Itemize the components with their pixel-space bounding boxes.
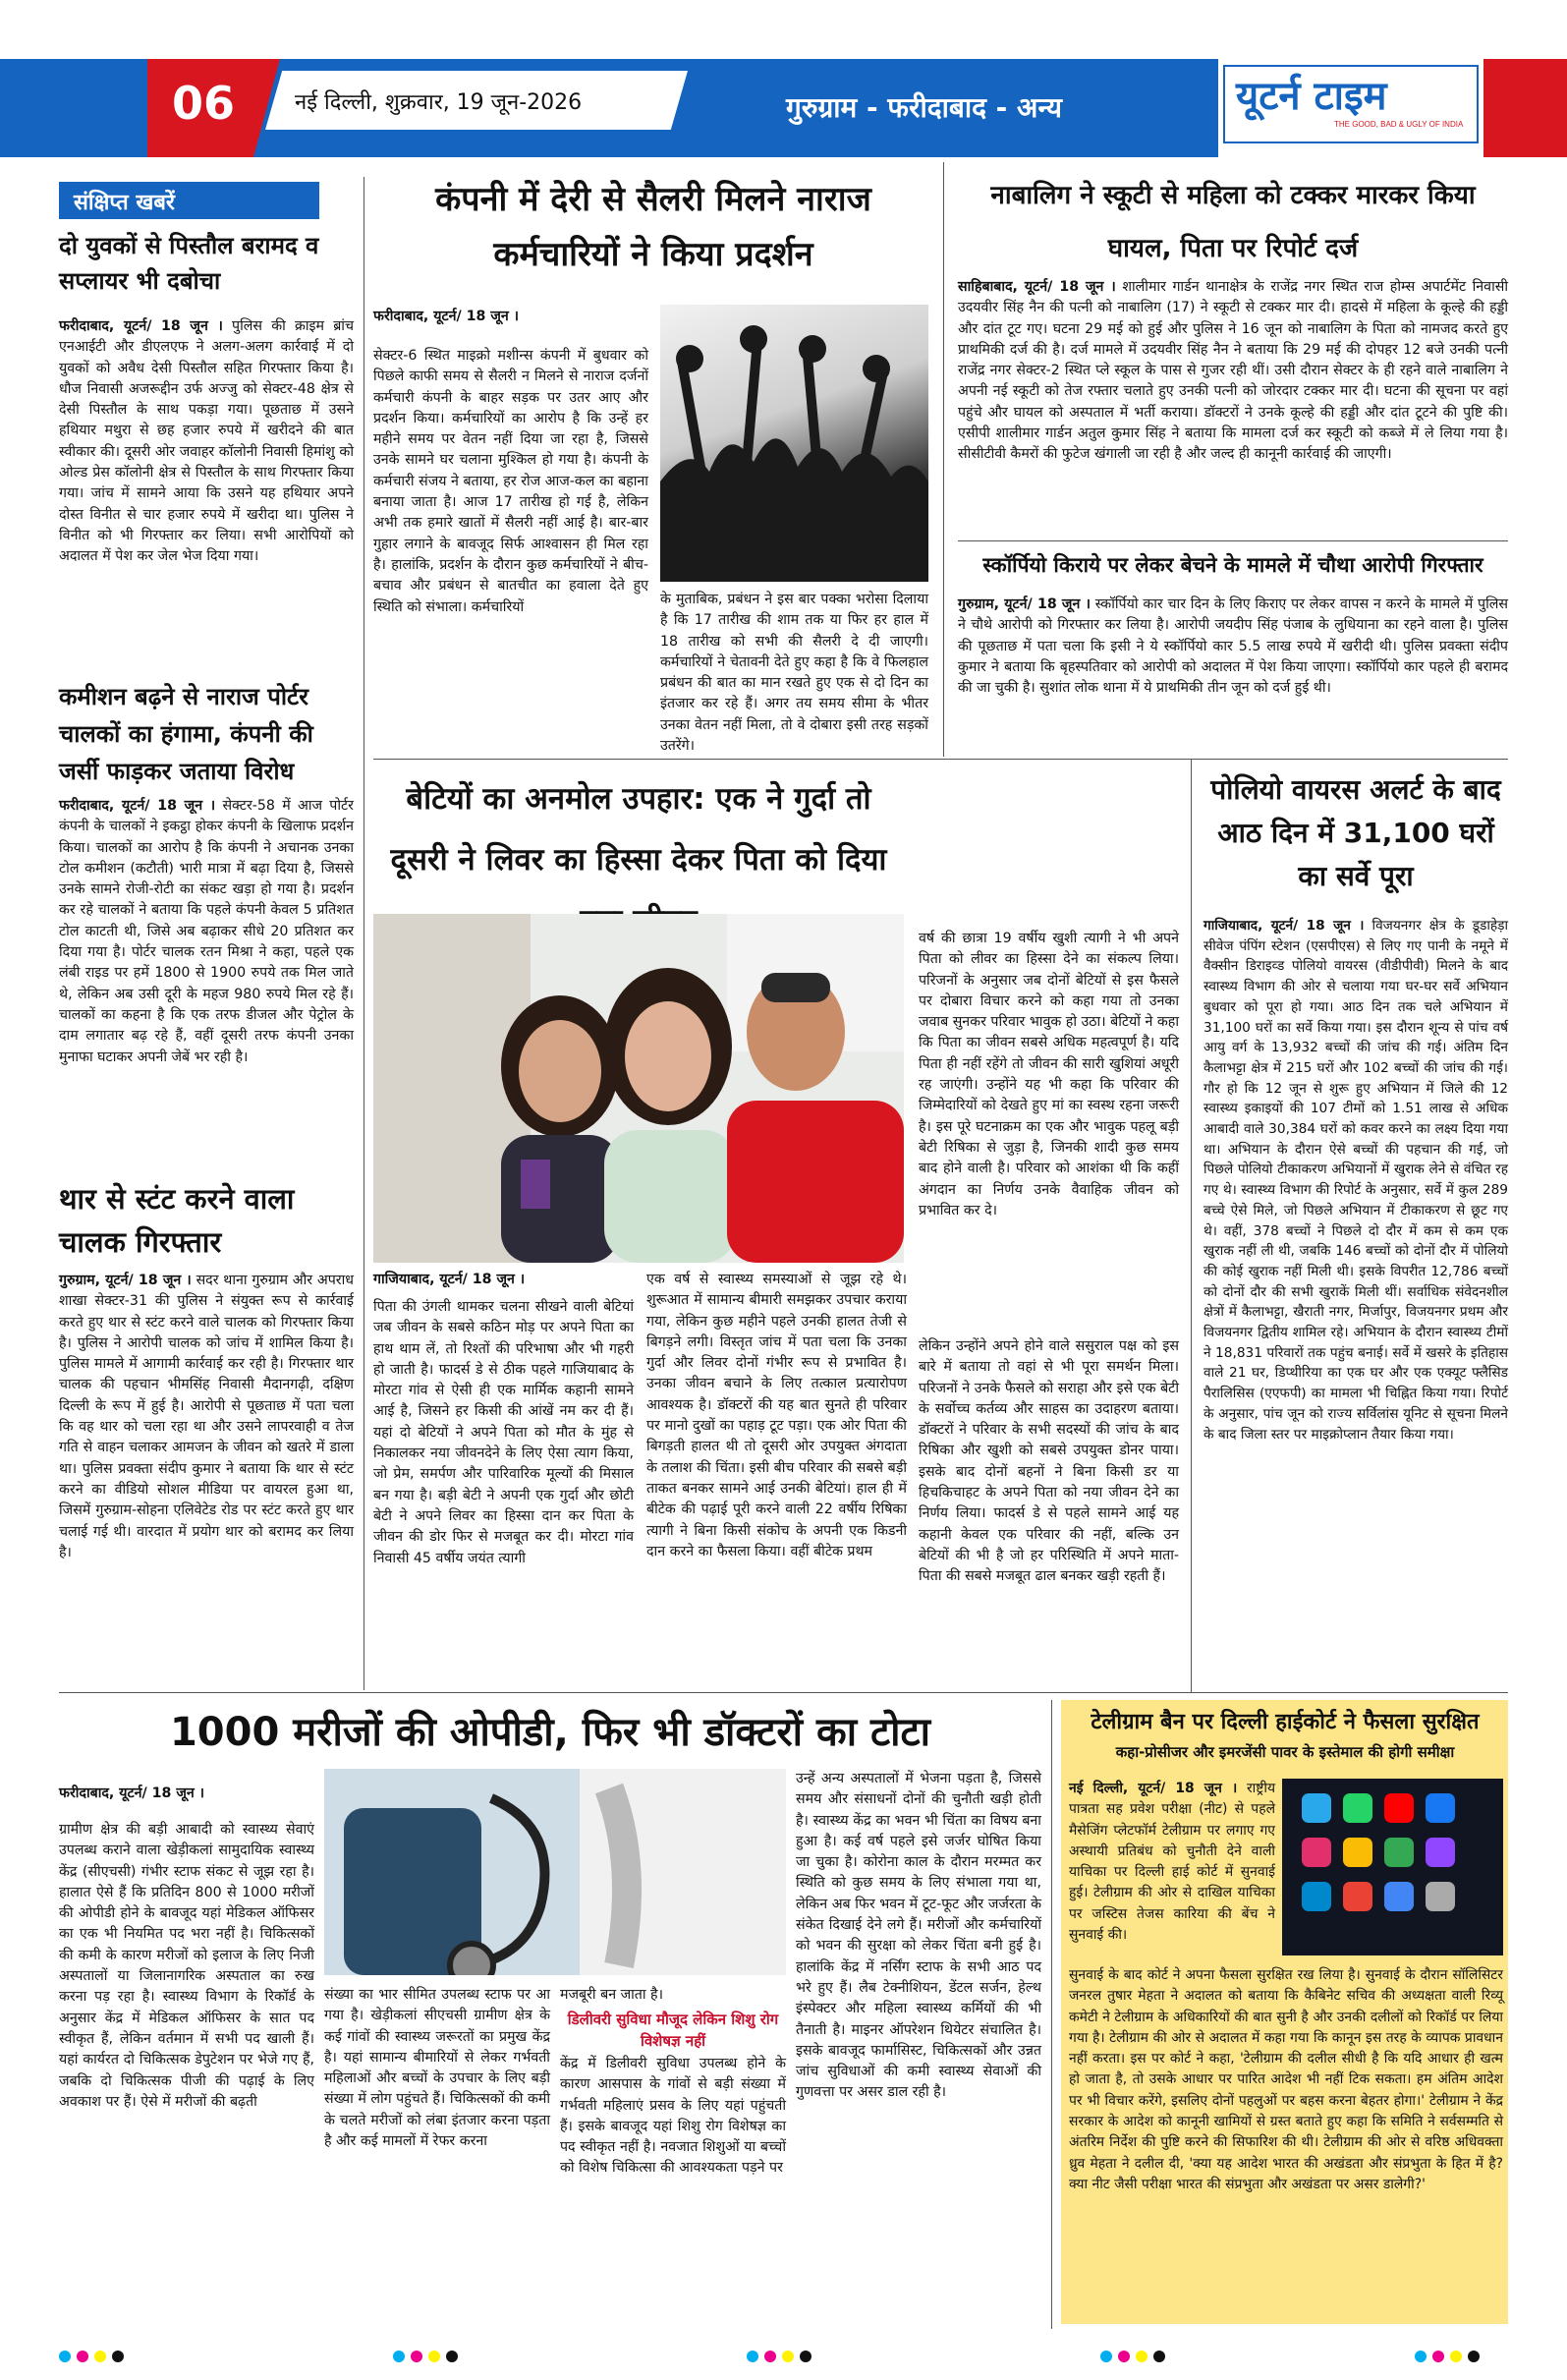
divider-mid bbox=[943, 162, 944, 757]
brief2-title: कमीशन बढ़ने से नाराज पोर्टर चालकों का हंगामा, कंपनी की जर्सी फाड़कर जताया विरोध bbox=[59, 683, 313, 785]
brief2-body: सेक्टर-58 में आज पोर्टर कंपनी के चालकों ने इकट्ठा होकर कंपनी के खिलाफ प्रदर्शन किया। चालकों का आरोप है कि कंपनी ने अचानक उनका टोल कमीशन (कटौती) भारी मात्रा में बढ़ा दिया है, जिससे उनके सामने रोजी-रोटी का संकट खड़ा हो गया है। प्रदर्शन कर रहे चालकों ने बताया कि पहले कंपनी केवल 5 प्रतिशत टोल काटती थी, जिसे अब बढ़ाकर सीधे 20 प्रतिशत कर दिया गया है। पोर्टर चालक रतन मिश्रा ने कहा, पहले एक लंबी राइड पर हमें 1800 से 1900 रुपये तक मिल जाते थे, लेकिन अब उसी दूरी के महज 980 रुपये मिल रहे हैं। चालकों का कहना है कि एक तरफ डीजल और पेट्रोल के दाम लगातार बढ़ रहे हैं, वहीं दूसरी तरफ कंपनी उनका मुनाफा घटाकर अपनी जेबें भर रही है। bbox=[59, 798, 354, 1065]
telegram-subtitle: कहा-प्रोसीजर और इमरजेंसी पावर के इस्तेमाल की होगी समीक्षा bbox=[1115, 1743, 1455, 1761]
scorpio-title: स्कॉर्पियो किराये पर लेकर बेचने के मामले में चौथा आरोपी गिरफ्तार bbox=[982, 553, 1483, 577]
daughters-col1: पिता की उंगली थामकर चलना सीखने वाली बेटियां जब जीवन के सबसे कठिन मोड़ पर अपने पिता का हाथ थाम लें, तो रिश्तों की परिभाषा और भी गहरी हो जाती है। फादर्स डे से ठीक पहले गाजियाबाद के मोरटा गांव से ऐसी ही एक मार्मिक कहानी सामने आई है, जिसने हर किसी की आंखें नम कर दी हैं। यहां दो बेटियों ने अपने पिता को मौत के मुंह से निकालकर नया जीवनदेने के लिए ऐसा त्याग किया, जो प्रेम, समर्पण और पारिवारिक मूल्यों की मिसाल बन गया है। बड़ी बेटी ने अपनी एक गुर्दा और छोटी बेटी ने अपने लिवर का हिस्सा दान कर पिता के जीवन की डोर फिर से मजबूत कर दी। मोरटा गांव निवासी 45 वर्षीय जयंत त्यागी bbox=[373, 1299, 634, 1566]
telegram-body: सुनवाई के बाद कोर्ट ने अपना फैसला सुरक्षित रख लिया है। सुनवाई के दौरान सॉलिसिटर जनरल तुषार मेहता ने अदालत को बताया कि कैबिनेट सचिव की अध्यक्षता वाली रिव्यू कमेटी ने टेलीग्राम के अधिकारियों की बात सुनी है और उनकी दलीलों को रिकॉर्ड पर लिया गया है। टेलीग्राम की ओर से अदालत में कहा गया कि कानून इस तरह के व्यापक प्रावधान नहीं करता। इस पर कोर्ट ने कहा, 'टेलीग्राम की दलील सीधी है कि यदि आधार ही खत्म हो जाता है, तो उसके आधार पर पारित आदेश भी नहीं टिक सकता। हम अंतिम आदेश पर भी विचार करेंगे, इसलिए दोनों पहलुओं पर बहस करना बेहतर होगा।' टेलीग्राम ने केंद्र सरकार के आदेश को कानूनी खामियों से ग्रस्त बताते हुए कहा कि समिति ने सर्वसम्मति से अंतरिम निर्देश की पुष्टि करने की सिफारिश की थी। टेलीग्राम की ओर से वरिष्ठ अधिवक्ता ध्रुव मेहता ने दलील दी, 'क्या यह आदेश भारत की अखंडता और संप्रभुता के हित में है? क्या नीट जैसी परीक्षा भारत की संप्रभुता और अखंडता पर असर डालेगी?' bbox=[1069, 1967, 1503, 2192]
daughters-title: बेटियों का अनमोल उपहार: एक ने गुर्दा तो दूसरी ने लिवर का हिस्सा देकर पिता को दिया bbox=[390, 781, 887, 878]
telegram-dateline: नई दिल्ली, यूटर्न/ 18 जून । bbox=[1069, 1781, 1238, 1796]
minor-title: नाबालिग ने स्कूटी से महिला को टक्कर मारकर किया घायल, पिता पर रिपोर्ट दर्ज bbox=[990, 181, 1476, 263]
stethoscope-photo bbox=[324, 1769, 786, 1975]
polio-dateline: गाजियाबाद, यूटर्न/ 18 जून । bbox=[1203, 918, 1365, 934]
footer-dots-5 bbox=[1415, 2351, 1480, 2362]
protest-photo bbox=[660, 305, 928, 582]
brief3-title: थार से स्टंट करने वाला चालक गिरफ्तार bbox=[59, 1182, 295, 1259]
salary-dateline: फरीदाबाद, यूटर्न/ 18 जून । bbox=[373, 309, 520, 324]
brief2-text bbox=[59, 796, 354, 1068]
salary-dateline-wrap bbox=[373, 307, 648, 327]
polio-body: विजयनगर क्षेत्र के डूडाहेड़ा सीवेज पंपिंग स्टेशन (एसपीएस) से लिए गए पानी के नमूने में वैक्सीन डिराइव्ड पोलियो वायरस (वीडीपीवी) मिलने के बाद स्वास्थ्य विभाग की ओर से चलाया गया घर-घर सर्वे अभियान बुधवार को पूरा हो गया। आठ दिन तक चले अभियान में 31,100 घरों का सर्वे किया गया। इस दौरान शून्य से पांच वर्ष आयु वर्ग के 13,932 बच्चों की जांच की गई। अंतिम दिन कैलाभट्टा क्षेत्र में 215 घरों और 102 बच्चों की जांच की गई। गौर हो कि 12 जून से शुरू हुए अभियान में जिले की 12 स्वास्थ्य इकाइयों की 107 टीमों को 1.51 लाख से अधिक आबादी वाले 30,384 घरों को कवर करने का लक्ष्य दिया गया था। अभियान के दौरान ऐसे बच्चों की पहचान की गई, जो पिछले पोलियो टीकाकरण अभियानों में खुराक लेने से वंचित रह गए थे। स्वास्थ्य विभाग की रिपोर्ट के अनुसार, सर्वे में कुल 289 बच्चे ऐसे मिले, जो पिछले अभियान में टीकाकरण से छूट गए थे। वहीं, 378 बच्चों ने पिछले दो दौर में कम से कम एक खुराक नहीं ली थी, जबकि 146 बच्चों को दोनों दौर में पोलियो की कोई खुराक नहीं मिली थी। इसके विपरीत 12,786 बच्चों को दोनों दौर की सभी खुराकें मिली थीं। सर्वाधिक संवेदनशील क्षेत्रों में कैलाभट्टा, खैराती नगर, मिर्जापुर, विजयनगर प्रथम और विजयनगर द्वितीय शामिल रहे। अभियान के दौरान स्वास्थ्य टीमों ने 18,831 परिवारों तक पहुंच बनाई। सर्वे में खसरे के इतिहास वाले 21 घर, डिप्थीरिया का एक घर और एक एक्यूट फ्लैसिड पैरालिसिस (एएफपी) का मामला भी चिह्नित किया गया। रिपोर्ट के अनुसार, पांच जून को राज्य सर्विलांस यूनिट से सूचना मिलने के बाद जिला स्तर पर माइक्रोप्लान तैयार किया गया। bbox=[1203, 918, 1508, 1443]
scorpio-body: स्कॉर्पियो कार चार दिन के लिए किराए पर लेकर वापस न करने के मामले में पुलिस ने चौथे आरोपी को गिरफ्तार कर लिया है। आरोपी जयदीप सिंह पंजाब के लुधियाना का रहने वाला है। पुलिस की पूछताछ में पता चला कि इसी ने ये स्कॉर्पियो कार 5.5 लाख रुपये में खरीदी थी। पुलिस प्रवक्ता संदीप कुमार ने बताया कि बृहस्पतिवार को आरोपी को अदालत में पेश किया जाएगा। स्कॉर्पियो कार पहले ही बरामद की जा चुकी है। सुशांत लोक थाना में ये प्राथमिकी तीन जून को दर्ज हुई थी। bbox=[958, 596, 1508, 697]
page-number: 06 bbox=[172, 77, 236, 130]
header-dateline: नई दिल्ली, शुक्रवार, 19 जून-2026 bbox=[295, 90, 583, 115]
family-photo bbox=[373, 914, 904, 1263]
brief1-text bbox=[59, 316, 354, 568]
brief1-dateline: फरीदाबाद, यूटर्न/ 18 जून । bbox=[59, 318, 223, 334]
daughters-col-top: वर्ष की छात्रा 19 वर्षीय खुशी त्यागी ने भी अपने पिता को लीवर का हिस्सा देने का संकल्प लिया। परिजनों के अनुसार जब दोनों बेटियों से इस फैसले पर दोबारा विचार करने को कहा गया तो उनका जवाब सुनकर परिवार भावुक हो उठा। बेटियों ने कहा कि पिता का जीवन सबसे अधिक महत्वपूर्ण है। यदि पिता ही नहीं रहेंगे तो जीवन की सारी खुशियां अधूरी रह जाएंगी। उन्होंने यह भी कहा कि परिवार की जिम्मेदारियों को देखते हुए मां का स्वस्थ रहना जरूरी है। इस पूरे घटनाक्रम का एक और भावुक पहलू बड़ी बेटी रिषिका से जुड़ा है, जिनकी शादी कुछ समय बाद होने वाली है। परिवार को आशंका थी कि कहीं अंगदान का निर्णय उनके वैवाहिक जीवन को प्रभावित कर दे। bbox=[919, 931, 1179, 1218]
footer-dots-3 bbox=[747, 2351, 811, 2362]
salary-col1: सेक्टर-6 स्थित माइक्रो मशीन्स कंपनी में बुधवार को पिछले काफी समय से सैलरी न मिलने से नाराज दर्जनों कर्मचारी कंपनी के बाहर सड़क पर उतर आए और प्रदर्शन किया। कर्मचारियों का आरोप है कि उन्हें हर महीने समय पर वेतन नहीं दिया जा रहा है, जिससे उनके सामने घर चलाना मुश्किल हो गया है। कंपनी के कर्मचारी संजय ने बताया, हर रोज आज-कल का बहाना बनाया जाता है। आज 17 तारीख हो गई है, लेकिन अभी तक हमारे खातों में सैलरी नहीं आई है। बार-बार गुहार लगाने के बावजूद सिर्फ आश्वासन ही मिल रहा है। हालांकि, प्रदर्शन के दौरान कुछ कर्मचारियों ने बीच-बचाव और प्रबंधन से बातचीत का हवाला देते हुए स्थिति को संभाला। कर्मचारियों bbox=[373, 348, 648, 615]
salary-title: कंपनी में देरी से सैलरी मिलने नाराज कर्मचारियों ने किया प्रदर्शन bbox=[435, 180, 871, 274]
footer-dots-2 bbox=[393, 2351, 458, 2362]
telegram-text-top bbox=[1069, 1779, 1275, 1946]
footer-dots-4 bbox=[1100, 2351, 1165, 2362]
opd-title: 1000 मरीजों की ओपीडी, फिर भी डॉक्टरों का टोटा bbox=[169, 1710, 931, 1755]
section-title: गुरुग्राम - फरीदाबाद - अन्य bbox=[786, 91, 1062, 124]
polio-title: पोलियो वायरस अलर्ट के बाद आठ दिन में 31,100 घरों का सर्वे पूरा bbox=[1210, 773, 1501, 892]
brief2-dateline: फरीदाबाद, यूटर्न/ 18 जून । bbox=[59, 798, 216, 814]
divider-row2 bbox=[373, 759, 1508, 760]
protest-photo-art bbox=[660, 305, 928, 582]
brief1-title: दो युवकों से पिस्तौल बरामद व सप्लायर भी दबोचा bbox=[59, 232, 319, 295]
opd-col2: संख्या का भार सीमित उपलब्ध स्टाफ पर आ गया है। खेड़ीकलां सीएचसी ग्रामीण क्षेत्र के कई गांवों की स्वास्थ्य जरूरतों का प्रमुख केंद्र है। यहां सामान्य बीमारियों से लेकर गर्भवती महिलाओं और बच्चों के उपचार के लिए बड़ी संख्या में लोग पहुंचते हैं। चिकित्सकों की कमी के चलते मरीजों को लंबा इंतजार करना पड़ता है और कई मामलों में रेफर करना bbox=[324, 1987, 550, 2150]
header-band bbox=[0, 59, 1567, 157]
family-photo-art bbox=[373, 914, 904, 1263]
minor-body: शालीमार गार्डन थानाक्षेत्र के राजेंद्र नगर स्थित राज होम्स अपार्टमेंट निवासी उदयवीर सिंह नैन की पत्नी को नाबालिग (17) ने स्कूटी से टक्कर मार दी। हादसे में महिला के कूल्हे की हड्डी और दांत टूट गए। घटना 29 मई को हुई और पुलिस ने 16 जून को नाबालिग के पिता को नामजद करते हुए प्राथमिकी दर्ज की है। दर्ज मामले में उदयवीर सिंह नैन ने बताया कि 29 मई की दोपहर 12 बजे उनकी पत्नी राजेंद्र नगर सेक्टर-2 स्थित प्ले स्कूल के पास से गुजर रही थीं। उसी दौरान सेक्टर के ही रहने वाले नाबालिग ने अपनी नई स्कूटी को तेज रफ्तार चलाते हुए उनकी पत्नी को जोरदार टक्कर मार दी। घटना की सूचना पर वहां पहुंचे और घायल को अस्पताल में भर्ती कराया। डॉक्टरों ने उनके कूल्हे की हड्डी और दांत टूटने की पुष्टि की। एसीपी शालीमार गार्डन अतुल कुमार सिंह ने बताया कि मामला दर्ज कर स्कूटी को कब्जे में ले लिया गया है। सीसीटीवी कैमरों की फुटेज खंगाली जा रही है और जल्द ही कानूनी कार्रवाई की जाएगी। bbox=[958, 279, 1509, 463]
header-right-red bbox=[1483, 59, 1567, 157]
minor-text bbox=[958, 277, 1508, 466]
daughters-dateline: गाजियाबाद, यूटर्न/ 18 जून । bbox=[373, 1272, 526, 1287]
opd-col3: मजबूरी बन जाता है। bbox=[560, 1987, 663, 2003]
daughters-col2: एक वर्ष से स्वास्थ्य समस्याओं से जूझ रहे थे। शुरूआत में सामान्य बीमारी समझकर उपचार कराया गया, लेकिन कुछ महीने पहले उनकी हालत तेजी से बिगड़ने लगी। विस्तृत जांच में पता चला कि उनका गुर्दा और लिवर दोनों गंभीर रूप से प्रभावित है। उनका जीवन बचाने के लिए तत्काल प्रत्यारोपण आवश्यक है। डॉक्टरों की यह बात सुनते ही परिवार पर मानो दुखों का पहाड़ टूट पड़ा। एक ओर पिता की बिगड़ती हालत थी तो दूसरी ओर उपयुक्त अंगदाता के तलाश की चिंता। इसी बीच परिवार की सबसे बड़ी ताकत बनकर सामने आई उनकी बेटियां। हाल ही में बीटेक की पढ़ाई पूरी करने वाली 22 वर्षीय रिषिका त्यागी ने बिना किसी संकोच के अपनी एक किडनी दान करने का फैसला किया। वहीं बीटेक प्रथम bbox=[646, 1272, 907, 1559]
telegram-title: टेलीग्राम बैन पर दिल्ली हाईकोर्ट ने फैसला सुरक्षित bbox=[1091, 1710, 1480, 1734]
scorpio-text bbox=[958, 595, 1508, 699]
divider-telegram bbox=[1051, 1700, 1052, 2329]
masthead-logo: यूटर्न टाइम bbox=[1236, 74, 1387, 119]
opd-col4: उन्हें अन्य अस्पतालों में भेजना पड़ता है, जिससे समय और संसाधनों दोनों की चुनौती खड़ी होती है। स्वास्थ्य केंद्र का भवन भी चिंता का विषय बना हुआ है। कई वर्ष पहले इसे जर्जर घोषित किया जा चुका है। कोरोना काल के दौरान मरम्मत कर स्थिति को कुछ समय के लिए संभाला गया था, लेकिन अब फिर भवन में टूट-फूट और जर्जरता के संकेत दिखाई देने लगे हैं। मरीजों और कर्मचारियों को भवन की सुरक्षा को लेकर चिंता बनी हुई है। हालांकि केंद्र में नर्सिंग स्टाफ के सभी आठ पद भरे हुए हैं। लैब टेक्नीशियन, डेंटल सर्जन, हेल्थ इंस्पेक्टर और महिला स्वास्थ्य कर्मियों की भी तैनाती है। माइनर ऑपरेशन थियेटर संचालित है। इसके बावजूद फार्मासिस्ट, चिकित्सकों और उन्नत जांच सुविधाओं की कमी स्वास्थ्य सेवाओं की गुणवत्ता पर असर डाल रही है। bbox=[796, 1771, 1041, 2101]
brief1-body: पुलिस की क्राइम ब्रांच एनआईटी और डीएलएफ ने अलग-अलग कार्रवाई में दो युवकों को अवैध देसी पिस्तौल सहित गिरफ्तार किया है। धौज निवासी अजरूद्दीन उर्फ अज्जु को सेक्टर-48 क्षेत्र से देसी पिस्तौल के साथ पकड़ा गया। पूछताछ में उसने हथियार मथुरा से छह हजार रुपये में खरीदने की बात स्वीकार की। दूसरी ओर जवाहर कॉलोनी निवासी हिमांशु को ओल्ड प्रेस कॉलोनी क्षेत्र से पिस्तौल के साथ गिरफ्तार किया गया। जांच में सामने आया कि उसने यह हथियार अपने दोस्त विनीत से चार हजार रुपये में खरीदा था। पुलिस ने विनीत को भी गिरफ्तार कर लिया। सभी आरोपियों को अदालत में पेश कर जेल भेज दिया गया। bbox=[59, 318, 354, 565]
salary-col2: के मुताबिक, प्रबंधन ने इस बार पक्का भरोसा दिलाया है कि 17 तारीख की शाम तक या फिर हर हाल में 18 तारीख को सभी की सैलरी दे दी जाएगी। कर्मचारियों ने चेतावनी देते हुए कहा है कि वे फिलहाल प्रबंधन की बात का मान रखते हुए एक से दो दिन का इंतजार कर रहे हैं। अगर तय समय सीमा के भीतर उनका वेतन नहीं मिला, तो वे दोबारा इसी तरह सड़कों उतरेंगे। bbox=[660, 592, 928, 755]
briefs-label-text: संक्षिप्त खबरें bbox=[74, 191, 175, 215]
minor-dateline: साहिबाबाद, यूटर्न/ 18 जून । bbox=[958, 279, 1116, 295]
brief3-body: सदर थाना गुरुग्राम और अपराध शाखा सेक्टर-31 की पुलिस ने संयुक्त रूप से कार्रवाई करते हुए थार से स्टंट करने वाले चालक को गिरफ्तार किया है। पुलिस ने आरोपी चालक को जांच में शामिल किया है। पुलिस मामले में आगामी कार्रवाई कर रही है। गिरफ्तार थार चालक की पहचान भीमसिंह निवासी मैदानगढ़ी, दक्षिण दिल्ली के रूप में हुई है। आरोपी से पूछताछ में पता चला कि वह थार को चला रहा था और उसने लापरवाही व तेज गति से वाहन चलाकर आमजन के जीवन को खतरे में डाला था। पुलिस प्रवक्ता संदीप कुमार ने बताया कि थार से स्टंट करने का वीडियो सोशल मीडिया पर वायरल हुआ था, जिसमें गुरुग्राम-सोहना एलिवेटेड रोड पर स्टंट करते हुए थार चलाई गई थी। वारदात में प्रयोग थार को बरामद कर लिया है। bbox=[59, 1273, 354, 1560]
brief3-dateline: गुरुग्राम, यूटर्न/ 18 जून । bbox=[59, 1273, 192, 1288]
divider-scorpio-top bbox=[958, 540, 1508, 541]
telegram-body-top: राष्ट्रीय पात्रता सह प्रवेश परीक्षा (नीट) से पहले मैसेजिंग प्लेटफॉर्म टेलीग्राम पर लगाए गए अस्थायी प्रतिबंध को चुनौती देने वाली याचिका पर दिल्ली हाई कोर्ट में सुनवाई हुई। टेलीग्राम की ओर से दाखिल याचिका पर जस्टिस तेजस कारिया की बेंच ने सुनवाई की। bbox=[1069, 1781, 1275, 1944]
polio-text bbox=[1203, 916, 1508, 1445]
opd-dateline: फरीदाबाद, यूटर्न/ 18 जून । bbox=[59, 1785, 205, 1801]
daughters-dateline-wrap bbox=[373, 1270, 634, 1290]
divider-row3 bbox=[59, 1692, 1508, 1693]
opd-col3b: केंद्र में डिलीवरी सुविधा उपलब्ध होने के कारण आसपास के गांवों से बड़ी संख्या में गर्भवती महिलाएं प्रसव के लिए यहां पहुंचती हैं। इसके बावजूद यहां शिशु रोग विशेषज्ञ का पद स्वीकृत नहीं है। नवजात शिशुओं या बच्चों को विशेष चिकित्सा की आवश्यकता पड़ने पर bbox=[560, 2056, 786, 2177]
scorpio-dateline: गुरुग्राम, यूटर्न/ 18 जून । bbox=[958, 596, 1091, 612]
phone-photo-art bbox=[1282, 1779, 1503, 1955]
stethoscope-photo-art bbox=[324, 1769, 786, 1975]
phone-photo bbox=[1282, 1779, 1503, 1955]
divider-polio bbox=[1191, 759, 1192, 1692]
daughters-col3: लेकिन उन्होंने अपने होने वाले ससुराल पक्ष को इस बारे में बताया तो वहां से भी पूरा समर्थन मिला। परिजनों ने उनके फैसले को सराहा और इसे एक बेटी के सर्वोच्च कर्तव्य और साहस का उदाहरण बताया। डॉक्टरों ने परिवार के सभी सदस्यों की जांच के बाद रिषिका और खुशी को सबसे उपयुक्त डोनर पाया। इसके बाद दोनों बहनों ने बिना किसी डर या हिचकिचाहट के अपने पिता को नया जीवन देने का निर्णय लिया। फादर्स डे से पहले सामने आई यह कहानी केवल एक परिवार की नहीं, बल्कि उन बेटियों की भी है जो हर परिस्थिति में अपने माता-पिता की सबसे मजबूत ढाल बनकर खड़ी रहती हैं। bbox=[919, 1338, 1179, 1585]
opd-col1: ग्रामीण क्षेत्र की बड़ी आबादी को स्वास्थ्य सेवाएं उपलब्ध कराने वाला खेड़ीकलां सामुदायिक स्वास्थ्य केंद्र (सीएचसी) गंभीर स्टाफ संकट से जूझ रहा है। हालात ऐसे हैं कि प्रतिदिन 800 से 1000 मरीजों की ओपीडी होने के बावजूद यहां मेडिकल ऑफिसर का एक भी नियमित पद भरा नहीं है। चिकित्सकों की कमी के कारण मरीजों को इलाज के लिए निजी अस्पतालों या जिलानागरिक अस्पताल का रुख करना पड़ रहा है। स्वास्थ्य विभाग के रिकॉर्ड के अनुसार केंद्र में मेडिकल ऑफिसर के सात पद स्वीकृत हैं, लेकिन वर्तमान में सभी पद खाली हैं। यहां कार्यरत दो चिकित्सक डेपुटेशन पर भेजे गए हैं, जबकि दो चिकित्सक पीजी की पढ़ाई के लिए अवकाश पर हैं। ऐसे में मरीजों की बढ़ती bbox=[59, 1822, 314, 2110]
masthead-tagline: THE GOOD, BAD & UGLY OF INDIA bbox=[1334, 120, 1464, 129]
footer-dots-1 bbox=[59, 2351, 124, 2362]
opd-subhead: डिलीवरी सुविधा मौजूद लेकिन शिशु रोग विशेषज्ञ नहीं bbox=[567, 2011, 779, 2050]
opd-dateline-wrap bbox=[59, 1784, 314, 1804]
brief3-text bbox=[59, 1271, 354, 1563]
